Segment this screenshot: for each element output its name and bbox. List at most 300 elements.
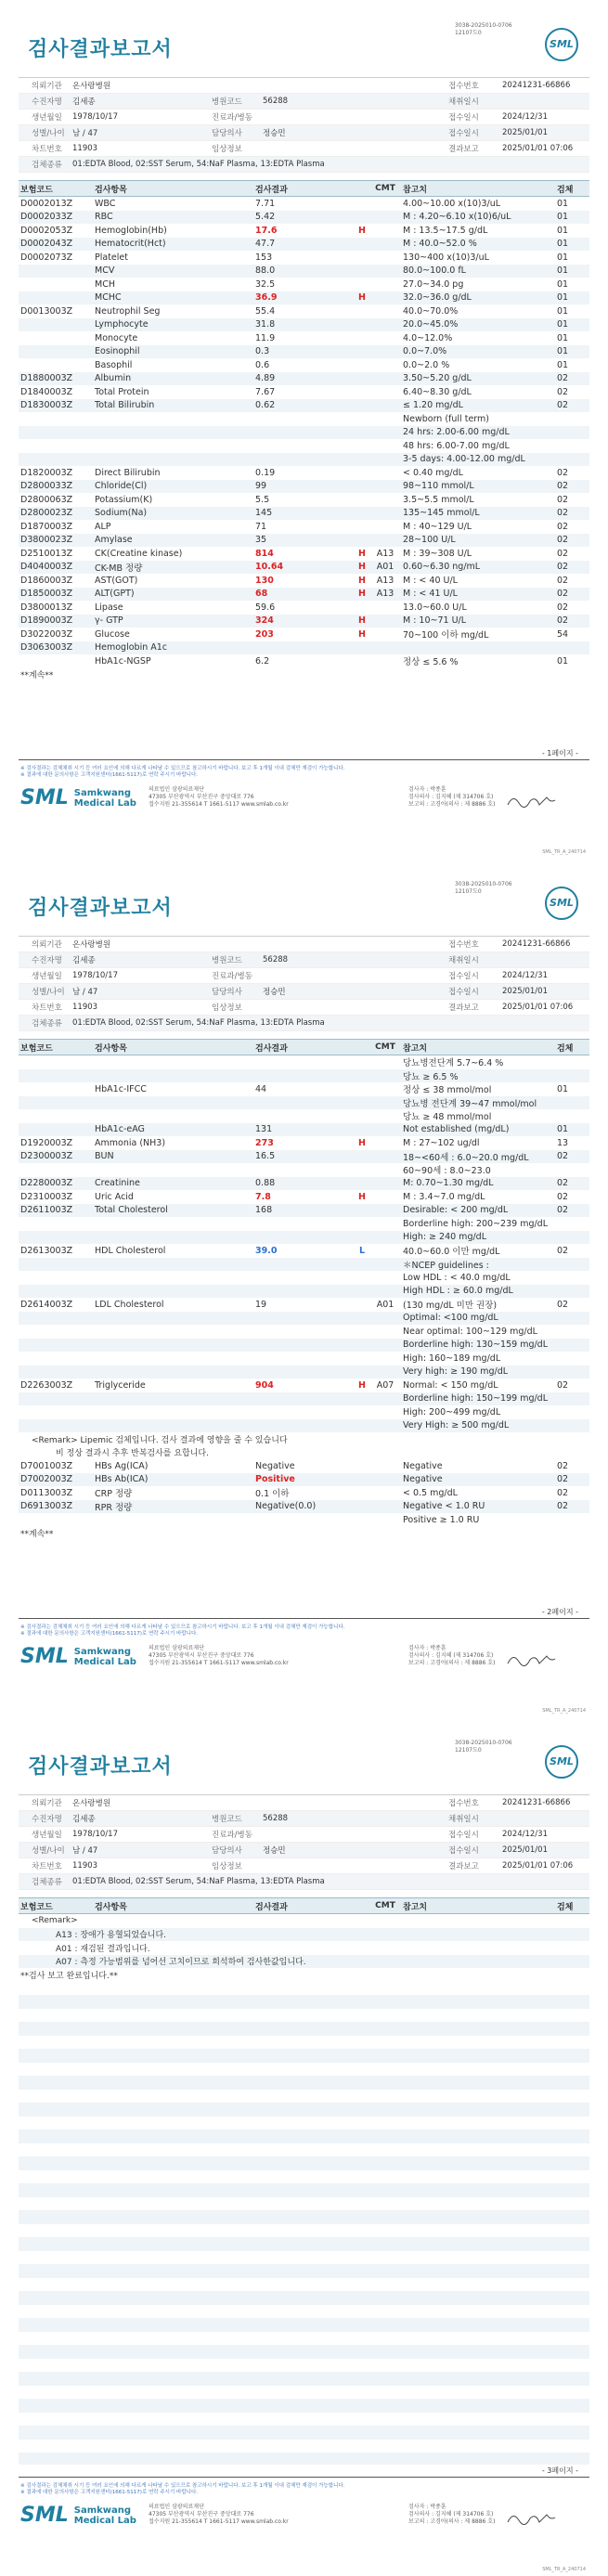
signature-image <box>506 2509 557 2528</box>
specimen-code: 01 <box>557 265 569 277</box>
reference-range: 정상 ≤ 38 mmol/mol <box>403 1085 492 1096</box>
reference-range: Borderline high: 130~159 mg/dL <box>403 1340 548 1351</box>
abnormal-flag: H <box>358 1379 366 1391</box>
test-item: Total Cholesterol <box>95 1205 168 1216</box>
results-table-header: 보험코드 검사항목 검사결과 CMT 참고치 검체 <box>19 1897 589 1914</box>
test-item: CRP 정량 <box>95 1489 133 1500</box>
test-result: 59.6 <box>255 602 276 613</box>
test-result: 19 <box>255 1299 267 1310</box>
test-item: CK-MB 정량 <box>95 563 143 574</box>
test-result: 4.89 <box>255 373 276 384</box>
reference-range: Borderline high: 200~239 mg/dL <box>403 1218 548 1229</box>
reference-range: 0.60~6.30 ng/mL <box>403 562 481 573</box>
test-result: 7.67 <box>255 386 276 397</box>
table-row <box>19 197 589 211</box>
test-result: 6.2 <box>255 655 270 667</box>
reference-range: 80.0~100.0 fL <box>403 265 466 277</box>
results-table-body <box>19 1055 589 1432</box>
reference-range: Positive ≥ 1.0 RU <box>403 1514 480 1525</box>
table-row <box>19 1419 589 1433</box>
test-item: Hemoglobin A1c <box>95 642 168 654</box>
test-result: 39.0 <box>255 1245 278 1256</box>
reference-range: M : 4.20~6.10 x(10)6/uL <box>403 212 511 223</box>
reference-range: M: 0.70~1.30 mg/dL <box>403 1178 494 1189</box>
specimen-code: 01 <box>557 1083 569 1094</box>
info-row: 차트번호 11903 임상정보 결과보고 2025/01/01 07:06 <box>19 141 589 157</box>
empty-row <box>19 2143 589 2157</box>
specimen-code: 01 <box>557 278 569 290</box>
specimen-code: 02 <box>557 1379 569 1391</box>
insurance-code: D7001003Z <box>20 1460 73 1471</box>
specimen-code: 01 <box>557 319 569 330</box>
table-row <box>19 1500 589 1514</box>
sml-logo-badge: SML <box>545 28 578 61</box>
specimen-code: 02 <box>557 521 569 532</box>
insurance-code: D2614003Z <box>20 1299 73 1310</box>
specimen-code: 01 <box>557 198 569 209</box>
test-item: Neutrophil Seg <box>95 305 161 317</box>
reference-range: M : < 41 U/L <box>403 589 458 600</box>
empty-row <box>19 2332 589 2346</box>
empty-row <box>19 2345 589 2359</box>
remark-line: A13 : 장애가 용혈되었습니다. <box>56 1931 167 1941</box>
table-row <box>19 345 589 359</box>
reference-range: 24 hrs: 2.00-6.00 mg/dL <box>403 427 510 438</box>
empty-row <box>19 2291 589 2305</box>
test-item: Triglyceride <box>95 1379 146 1391</box>
lab-address: 의료법인 삼광의료재단 47305 부산광역시 부산진구 중앙대로 776 접수지원 21-355614 T 1661-5117 www.smlab.co.kr <box>149 1645 289 1666</box>
table-row <box>19 1312 589 1326</box>
remark-line: 비 정상 결과시 추후 반복검사를 요합니다. <box>56 1449 209 1459</box>
specimen-code: 02 <box>557 602 569 613</box>
specimen-code: 01 <box>557 292 569 304</box>
test-item: MCH <box>95 278 115 290</box>
test-result: 5.5 <box>255 494 270 505</box>
report-page-3 <box>0 1717 608 2576</box>
reference-range: 정상 ≤ 5.6 % <box>403 657 459 668</box>
disclaimer: ※ 검사결과는 검체채취 시기 등 여러 요인에 의해 다르게 나타날 수 있으므로 참고하시기 바랍니다. 보고 후 1개월 이내 검체만 재검이 가능합니다. ※ 결과에 대한 문의사항은 고객지원센터(1661-5117)로 연락 주시기 바랍니다. <box>20 1625 345 1637</box>
table-row <box>19 278 589 291</box>
insurance-code: D6913003Z <box>20 1501 73 1512</box>
lab-address: 의료법인 삼광의료재단 47305 부산광역시 부산진구 중앙대로 776 접수지원 21-355614 T 1661-5117 www.smlab.co.kr <box>149 2504 289 2525</box>
test-result: 47.7 <box>255 239 276 250</box>
test-item: Ammonia (NH3) <box>95 1137 166 1148</box>
abnormal-flag: H <box>358 1191 366 1202</box>
remark-head: <Remark> <box>32 1916 78 1926</box>
reference-range: ＊NCEP guidelines : <box>403 1260 489 1271</box>
page-header <box>19 1738 589 1789</box>
sml-logo-badge: SML <box>545 887 578 920</box>
empty-row <box>19 2305 589 2319</box>
insurance-code: D4040003Z <box>20 562 73 573</box>
abnormal-flag: H <box>358 575 366 586</box>
table-row <box>19 1123 589 1137</box>
report-title: 검사결과보고서 <box>28 1755 173 1779</box>
reference-range: 135~145 mmol/L <box>403 508 480 519</box>
results-table-body <box>19 1459 589 1527</box>
continue-note: **계속** <box>20 671 54 681</box>
table-row <box>19 1069 589 1083</box>
abnormal-flag: H <box>358 589 366 600</box>
table-row <box>19 1486 589 1500</box>
insurance-code: D1860003Z <box>20 575 73 586</box>
empty-row <box>19 1982 589 1996</box>
page-header <box>19 879 589 930</box>
disclaimer: ※ 검사결과는 검체채취 시기 등 여러 요인에 의해 다르게 나타날 수 있으므로 참고하시기 바랍니다. 보고 후 1개월 이내 검체만 재검이 가능합니다. ※ 결과에 대한 문의사항은 고객지원센터(1661-5117)로 연락 주시기 바랍니다. <box>20 766 345 778</box>
reference-range: 48 hrs: 6.00-7.00 mg/dL <box>403 440 510 451</box>
test-item: Monocyte <box>95 332 138 343</box>
test-result: 55.4 <box>255 305 276 317</box>
info-row: 성별/나이 남 / 47 담당의사 정승민 접수일시 2025/01/01 <box>19 125 589 141</box>
test-result: 130 <box>255 575 274 586</box>
specimen-code: 01 <box>557 346 569 357</box>
test-result: 7.71 <box>255 198 276 209</box>
insurance-code: D1880003Z <box>20 373 73 384</box>
empty-row <box>19 2399 589 2413</box>
table-row <box>19 224 589 238</box>
insurance-code: D7002003Z <box>20 1474 73 1485</box>
test-item: HbA1c-IFCC <box>95 1083 147 1094</box>
table-row <box>19 265 589 278</box>
insurance-code: D1870003Z <box>20 521 73 532</box>
specimen-code: 02 <box>557 1501 569 1512</box>
insurance-code: D2611003Z <box>20 1205 73 1216</box>
remark-block <box>19 1914 589 1982</box>
reference-range: 28~100 U/L <box>403 535 456 546</box>
specimen-code: 02 <box>557 1487 569 1498</box>
test-item: Creatinine <box>95 1178 140 1189</box>
form-code: SML_TR_A_240714 <box>542 2567 586 2572</box>
test-result: 44 <box>255 1083 267 1094</box>
test-result: 10.64 <box>255 562 284 573</box>
specimen-code: 02 <box>557 467 569 478</box>
test-result: Negative <box>255 1460 295 1471</box>
test-result: 168 <box>255 1205 273 1216</box>
empty-row <box>19 2129 589 2143</box>
reference-range: Desirable: < 200 mg/dL <box>403 1205 509 1216</box>
page-number: - 2페이지 - <box>19 1606 589 1619</box>
table-row <box>19 1150 589 1164</box>
table-row <box>19 1285 589 1299</box>
specimen-code: 02 <box>557 1299 569 1310</box>
empty-row <box>19 1995 589 2009</box>
test-item: MCV <box>95 265 115 277</box>
table-row <box>19 238 589 252</box>
table-row <box>19 453 589 467</box>
table-row <box>19 1096 589 1110</box>
info-row: 수진자명 김세종 병원코드 56288 채취일시 <box>19 94 589 110</box>
test-result: 0.62 <box>255 400 276 411</box>
comment-code: A13 <box>376 589 395 600</box>
patient-info-block: 의뢰기관 온사랑병원 접수번호 20241231-66866 수진자명 김세종 병원코드 56288 채취일시 생년월일 1978/10/17 진료과/병동 접수일시 2024/12/31 성별/나이 남 / 47 담당의사 정승민 접수일시 2025/01/01 차트번호 11903 임상정보 결과보고 2025/01/01 07:06 검체종류 01:EDTA Blood, 02:SST Serum, 54:NaF Plasma, 13:EDTA Plasma <box>19 1794 589 1890</box>
empty-row <box>19 2063 589 2077</box>
reference-range: M : < 40 U/L <box>403 575 458 586</box>
report-title: 검사결과보고서 <box>28 897 173 920</box>
insurance-code: D2263003Z <box>20 1379 73 1391</box>
table-row <box>19 654 589 668</box>
insurance-code: D0002073Z <box>20 252 73 263</box>
table-row <box>19 1513 589 1527</box>
test-item: HbA1c-NGSP <box>95 655 151 667</box>
reference-range: High HDL : ≥ 60.0 mg/dL <box>403 1286 513 1297</box>
test-item: RBC <box>95 212 113 223</box>
test-item: Lipase <box>95 602 123 613</box>
remark-line: A07 : 측정 가능범위를 넘어선 고치이므로 희석하여 검사한값입니다. <box>56 1958 306 1968</box>
test-result: 0.1 이하 <box>255 1489 290 1500</box>
specimen-code: 13 <box>557 1137 569 1148</box>
reference-range: 3-5 days: 4.00-12.00 mg/dL <box>403 454 525 465</box>
disclaimer: ※ 검사결과는 검체채취 시기 등 여러 요인에 의해 다르게 나타날 수 있으므로 참고하시기 바랍니다. 보고 후 1개월 이내 검체만 재검이 가능합니다. ※ 결과에 대한 문의사항은 고객지원센터(1661-5117)로 연락 주시기 바랍니다. <box>20 2483 345 2495</box>
specimen-code: 01 <box>557 252 569 263</box>
test-item: HBs Ag(ICA) <box>95 1460 149 1471</box>
table-row <box>19 1231 589 1245</box>
specimen-code: 02 <box>557 548 569 559</box>
empty-row <box>19 2009 589 2023</box>
signatory-info: 검사자 : 박종훈 검사의사 : 김지혜 (제 314706 호) 보고의 : 고경아(의사 : 제 8886 호) <box>408 1645 496 1666</box>
test-result: 11.9 <box>255 332 276 343</box>
specimen-code: 01 <box>557 225 569 236</box>
empty-row <box>19 2103 589 2116</box>
specimen-code: 02 <box>557 1191 569 1202</box>
test-result: 31.8 <box>255 319 276 330</box>
reference-range: High: 200~499 mg/dL <box>403 1406 501 1417</box>
specimen-code: 01 <box>557 655 569 667</box>
test-item: Sodium(Na) <box>95 508 148 519</box>
table-row <box>19 641 589 655</box>
reference-range: 60~90세 : 8.0~23.0 <box>403 1166 491 1177</box>
insurance-code: D2300003Z <box>20 1151 73 1162</box>
patient-info-block: 의뢰기관 온사랑병원 접수번호 20241231-66866 수진자명 김세종 병원코드 56288 채취일시 생년월일 1978/10/17 진료과/병동 접수일시 2024/12/31 성별/나이 남 / 47 담당의사 정승민 접수일시 2025/01/01 차트번호 11903 임상정보 결과보고 2025/01/01 07:06 검체종류 01:EDTA Blood, 02:SST Serum, 54:NaF Plasma, 13:EDTA Plasma <box>19 936 589 1031</box>
table-row <box>19 291 589 305</box>
test-result: 71 <box>255 521 267 532</box>
table-row <box>19 1082 589 1096</box>
empty-row <box>19 2224 589 2238</box>
specimen-code: 01 <box>557 305 569 317</box>
specimen-code: 02 <box>557 481 569 492</box>
reference-range: 0.0~2.0 % <box>403 359 450 370</box>
insurance-code: D1850003Z <box>20 589 73 600</box>
test-result: Positive <box>255 1474 295 1485</box>
table-row <box>19 1271 589 1285</box>
table-row <box>19 372 589 386</box>
table-row <box>19 466 589 480</box>
reference-range: M : 10~71 U/L <box>403 615 467 627</box>
specimen-code: 02 <box>557 400 569 411</box>
specimen-code: 01 <box>557 332 569 343</box>
reference-range: Optimal: <100 mg/dL <box>403 1313 498 1324</box>
table-row <box>19 601 589 615</box>
test-result: 0.3 <box>255 346 270 357</box>
reference-range: 130~400 x(10)3/uL <box>403 252 489 263</box>
table-row <box>19 1325 589 1339</box>
empty-row <box>19 2116 589 2130</box>
test-result: Negative(0.0) <box>255 1501 317 1512</box>
table-row <box>19 1366 589 1379</box>
continue-note: **계속** <box>20 1530 54 1540</box>
insurance-code: D0113003Z <box>20 1487 73 1498</box>
test-item: ALP <box>95 521 111 532</box>
empty-row <box>19 2156 589 2170</box>
page-footer <box>19 747 589 859</box>
reference-range: ≤ 1.20 mg/dL <box>403 400 463 411</box>
reference-range: M : 13.5~17.5 g/dL <box>403 225 488 236</box>
reference-range: 98~110 mmol/L <box>403 481 474 492</box>
test-result: 904 <box>255 1379 274 1391</box>
empty-row <box>19 2210 589 2224</box>
reference-range: Negative <box>403 1474 443 1485</box>
insurance-code: D2310003Z <box>20 1191 73 1202</box>
reference-range: M : 40~129 U/L <box>403 521 472 532</box>
empty-row <box>19 2426 589 2440</box>
empty-row <box>19 2359 589 2373</box>
document-code: 3038-2025010-0706 12107도0 <box>455 22 512 36</box>
insurance-code: D2613003Z <box>20 1245 73 1256</box>
reference-range: < 0.40 mg/dL <box>403 467 463 478</box>
table-row <box>19 1258 589 1272</box>
table-row <box>19 507 589 521</box>
table-row <box>19 1339 589 1353</box>
empty-row <box>19 2251 589 2265</box>
empty-row <box>19 2318 589 2332</box>
specimen-code: 01 <box>557 1124 569 1135</box>
empty-row <box>19 2197 589 2211</box>
table-row <box>19 628 589 641</box>
test-result: 131 <box>255 1124 273 1135</box>
test-item: Total Protein <box>95 386 149 397</box>
page-footer <box>19 2465 589 2576</box>
signatory-info: 검사자 : 박종훈 검사의사 : 김지혜 (제 314706 호) 보고의 : 고경아(의사 : 제 8886 호) <box>408 2504 496 2525</box>
specimen-code: 02 <box>557 386 569 397</box>
test-item: MCHC <box>95 292 122 304</box>
reference-range: 4.00~10.00 x(10)3/uL <box>403 198 501 209</box>
empty-row <box>19 2264 589 2278</box>
reference-range: M : 27~102 ug/dl <box>403 1137 480 1148</box>
reference-range: 18~<60세 : 6.0~20.0 mg/dL <box>403 1152 529 1163</box>
reference-range: 3.5~5.5 mmol/L <box>403 494 474 505</box>
table-row <box>19 1163 589 1177</box>
test-result: 814 <box>255 548 274 559</box>
insurance-code: D0002053Z <box>20 225 73 236</box>
specimen-code: 02 <box>557 589 569 600</box>
specimen-code: 01 <box>557 239 569 250</box>
info-row: 생년월일 1978/10/17 진료과/병동 접수일시 2024/12/31 <box>19 110 589 125</box>
table-row <box>19 1379 589 1392</box>
reference-range: Near optimal: 100~129 mg/dL <box>403 1326 537 1337</box>
report-page-2 <box>0 859 608 1717</box>
blank-rows <box>19 1982 589 2520</box>
test-result: 7.8 <box>255 1191 271 1202</box>
table-row <box>19 331 589 345</box>
table-row <box>19 1352 589 1366</box>
table-row <box>19 534 589 548</box>
document-code: 3038-2025010-0706 12107도0 <box>455 881 512 895</box>
results-table-body <box>19 197 589 668</box>
lab-address: 의료법인 삼광의료재단 47305 부산광역시 부산진구 중앙대로 776 접수지원 21-355614 T 1661-5117 www.smlab.co.kr <box>149 786 289 808</box>
specimen-code: 02 <box>557 535 569 546</box>
signatory-info: 검사자 : 박종훈 검사의사 : 김지혜 (제 314706 호) 보고의 : 고경아(의사 : 제 8886 호) <box>408 786 496 808</box>
test-result: 0.19 <box>255 467 276 478</box>
test-item: Potassium(K) <box>95 494 153 505</box>
insurance-code: D2800033Z <box>20 481 73 492</box>
comment-code: A01 <box>376 562 395 573</box>
test-item: WBC <box>95 198 116 209</box>
empty-row <box>19 2049 589 2063</box>
comment-code: A13 <box>376 575 395 586</box>
table-row <box>19 1190 589 1204</box>
test-result: 17.6 <box>255 225 278 236</box>
test-result: 68 <box>255 589 268 600</box>
abnormal-flag: H <box>358 225 366 236</box>
patient-info-block <box>19 77 589 173</box>
reference-range: < 0.5 mg/dL <box>403 1487 458 1498</box>
abnormal-flag: H <box>358 562 366 573</box>
reference-range: 40.0~70.0% <box>403 305 459 317</box>
reference-range: Not established (mg/dL) <box>403 1124 510 1135</box>
test-item: RPR 정량 <box>95 1502 133 1513</box>
insurance-code: D2510013Z <box>20 548 73 559</box>
test-item: Platelet <box>95 252 128 263</box>
test-result: 16.5 <box>255 1151 276 1162</box>
reference-range: 40.0~60.0 이만 mg/dL <box>403 1247 500 1258</box>
table-row <box>19 358 589 372</box>
table-row <box>19 412 589 426</box>
reference-range: 당뇨병 전단계 39~47 mmol/mol <box>403 1098 537 1109</box>
reference-range: (130 mg/dL 미만 권장) <box>403 1301 498 1312</box>
reference-range: Very high: ≥ 190 mg/dL <box>403 1366 509 1378</box>
abnormal-flag: H <box>358 1137 366 1148</box>
abnormal-flag: H <box>358 615 366 627</box>
test-result: 88.0 <box>255 265 276 277</box>
specimen-code: 02 <box>557 615 569 627</box>
reference-range: Low HDL : < 40.0 mg/dL <box>403 1272 511 1283</box>
table-row <box>19 304 589 318</box>
reference-range: 0.0~7.0% <box>403 346 447 357</box>
specimen-code: 54 <box>557 628 569 640</box>
specimen-code: 02 <box>557 1151 569 1162</box>
test-item: Basophil <box>95 359 133 370</box>
info-row: 의뢰기관 온사랑병원 접수번호 20241231-66866 <box>19 78 589 94</box>
info-row: 검체종류 01:EDTA Blood, 02:SST Serum, 54:NaF Plasma, 13:EDTA Plasma <box>19 157 589 173</box>
table-row <box>19 561 589 575</box>
test-result: 32.5 <box>255 278 276 290</box>
specimen-code: 02 <box>557 1474 569 1485</box>
comment-code: A07 <box>376 1379 395 1391</box>
reference-range: 32.0~36.0 g/dL <box>403 292 472 304</box>
test-result: 5.42 <box>255 212 276 223</box>
reference-range: Negative <box>403 1460 443 1471</box>
test-result: 153 <box>255 252 273 263</box>
specimen-code: 02 <box>557 1205 569 1216</box>
test-item: Total Bilirubin <box>95 400 155 411</box>
table-row <box>19 1405 589 1419</box>
test-item: Chloride(Cl) <box>95 481 148 492</box>
reference-range: M : 3.4~7.0 mg/dL <box>403 1191 485 1202</box>
remark-line: <Remark> Lipemic 검체입니다. 검사 결과에 영향을 줄 수 있습니다 <box>32 1435 288 1445</box>
table-row <box>19 426 589 440</box>
reference-range: Very High: ≥ 500 mg/dL <box>403 1420 510 1431</box>
table-row <box>19 1217 589 1231</box>
page-number: - 3페이지 - <box>19 2465 589 2478</box>
test-result: 35 <box>255 535 267 546</box>
page-number: - 1페이지 - <box>19 747 589 760</box>
test-item: Hemoglobin(Hb) <box>95 225 167 236</box>
test-item: Glucose <box>95 628 130 640</box>
document-code: 3038-2025010-0706 12107도0 <box>455 1740 512 1754</box>
test-item: γ- GTP <box>95 615 123 627</box>
insurance-code: D2280003Z <box>20 1178 73 1189</box>
reference-range: High: ≥ 240 mg/dL <box>403 1232 486 1243</box>
empty-row <box>19 2237 589 2251</box>
